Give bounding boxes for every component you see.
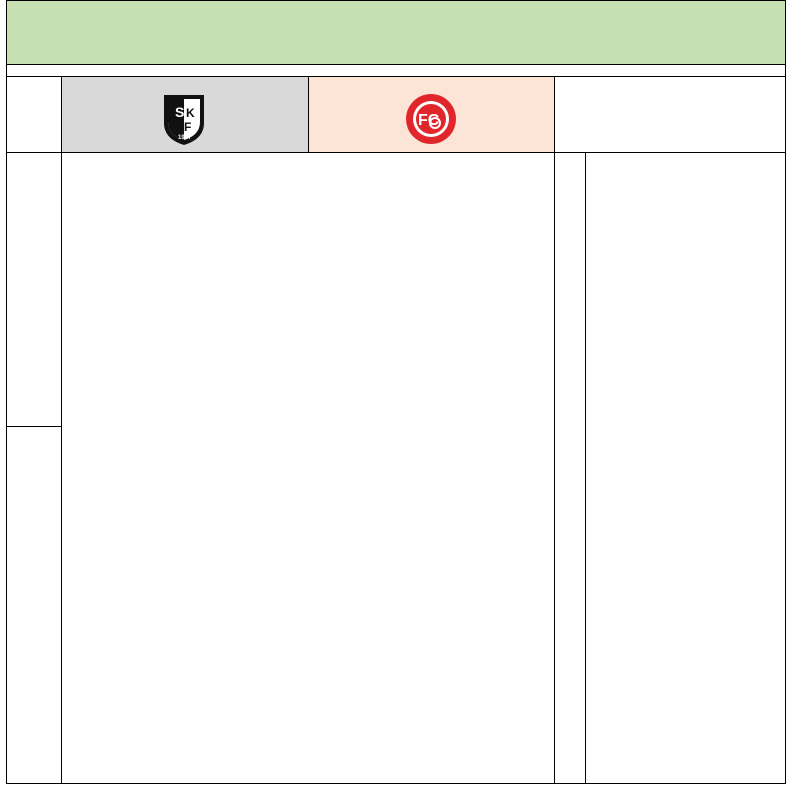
- side-split-line: [7, 426, 62, 427]
- side-divider: [61, 77, 62, 783]
- skf-logo-icon: [162, 93, 206, 147]
- svg-text:S: S: [175, 104, 185, 120]
- svg-text:K: K: [186, 106, 195, 120]
- skf-logo-year: 1947: [178, 135, 192, 141]
- svg-text:F: F: [184, 120, 192, 134]
- schedule-sheet: [6, 0, 786, 784]
- club-box-oberrot: [309, 77, 554, 153]
- fco-logo-icon: [405, 93, 457, 145]
- header-banner: [7, 1, 785, 65]
- club-box-left-empty: [7, 77, 61, 153]
- spacer-row: [7, 65, 785, 77]
- blank-right-area: [585, 153, 785, 783]
- svg-text:FC: FC: [418, 112, 440, 129]
- right-divider: [554, 77, 555, 783]
- club-box-right-empty: [555, 77, 785, 153]
- club-box-fichtenberg: [62, 77, 308, 153]
